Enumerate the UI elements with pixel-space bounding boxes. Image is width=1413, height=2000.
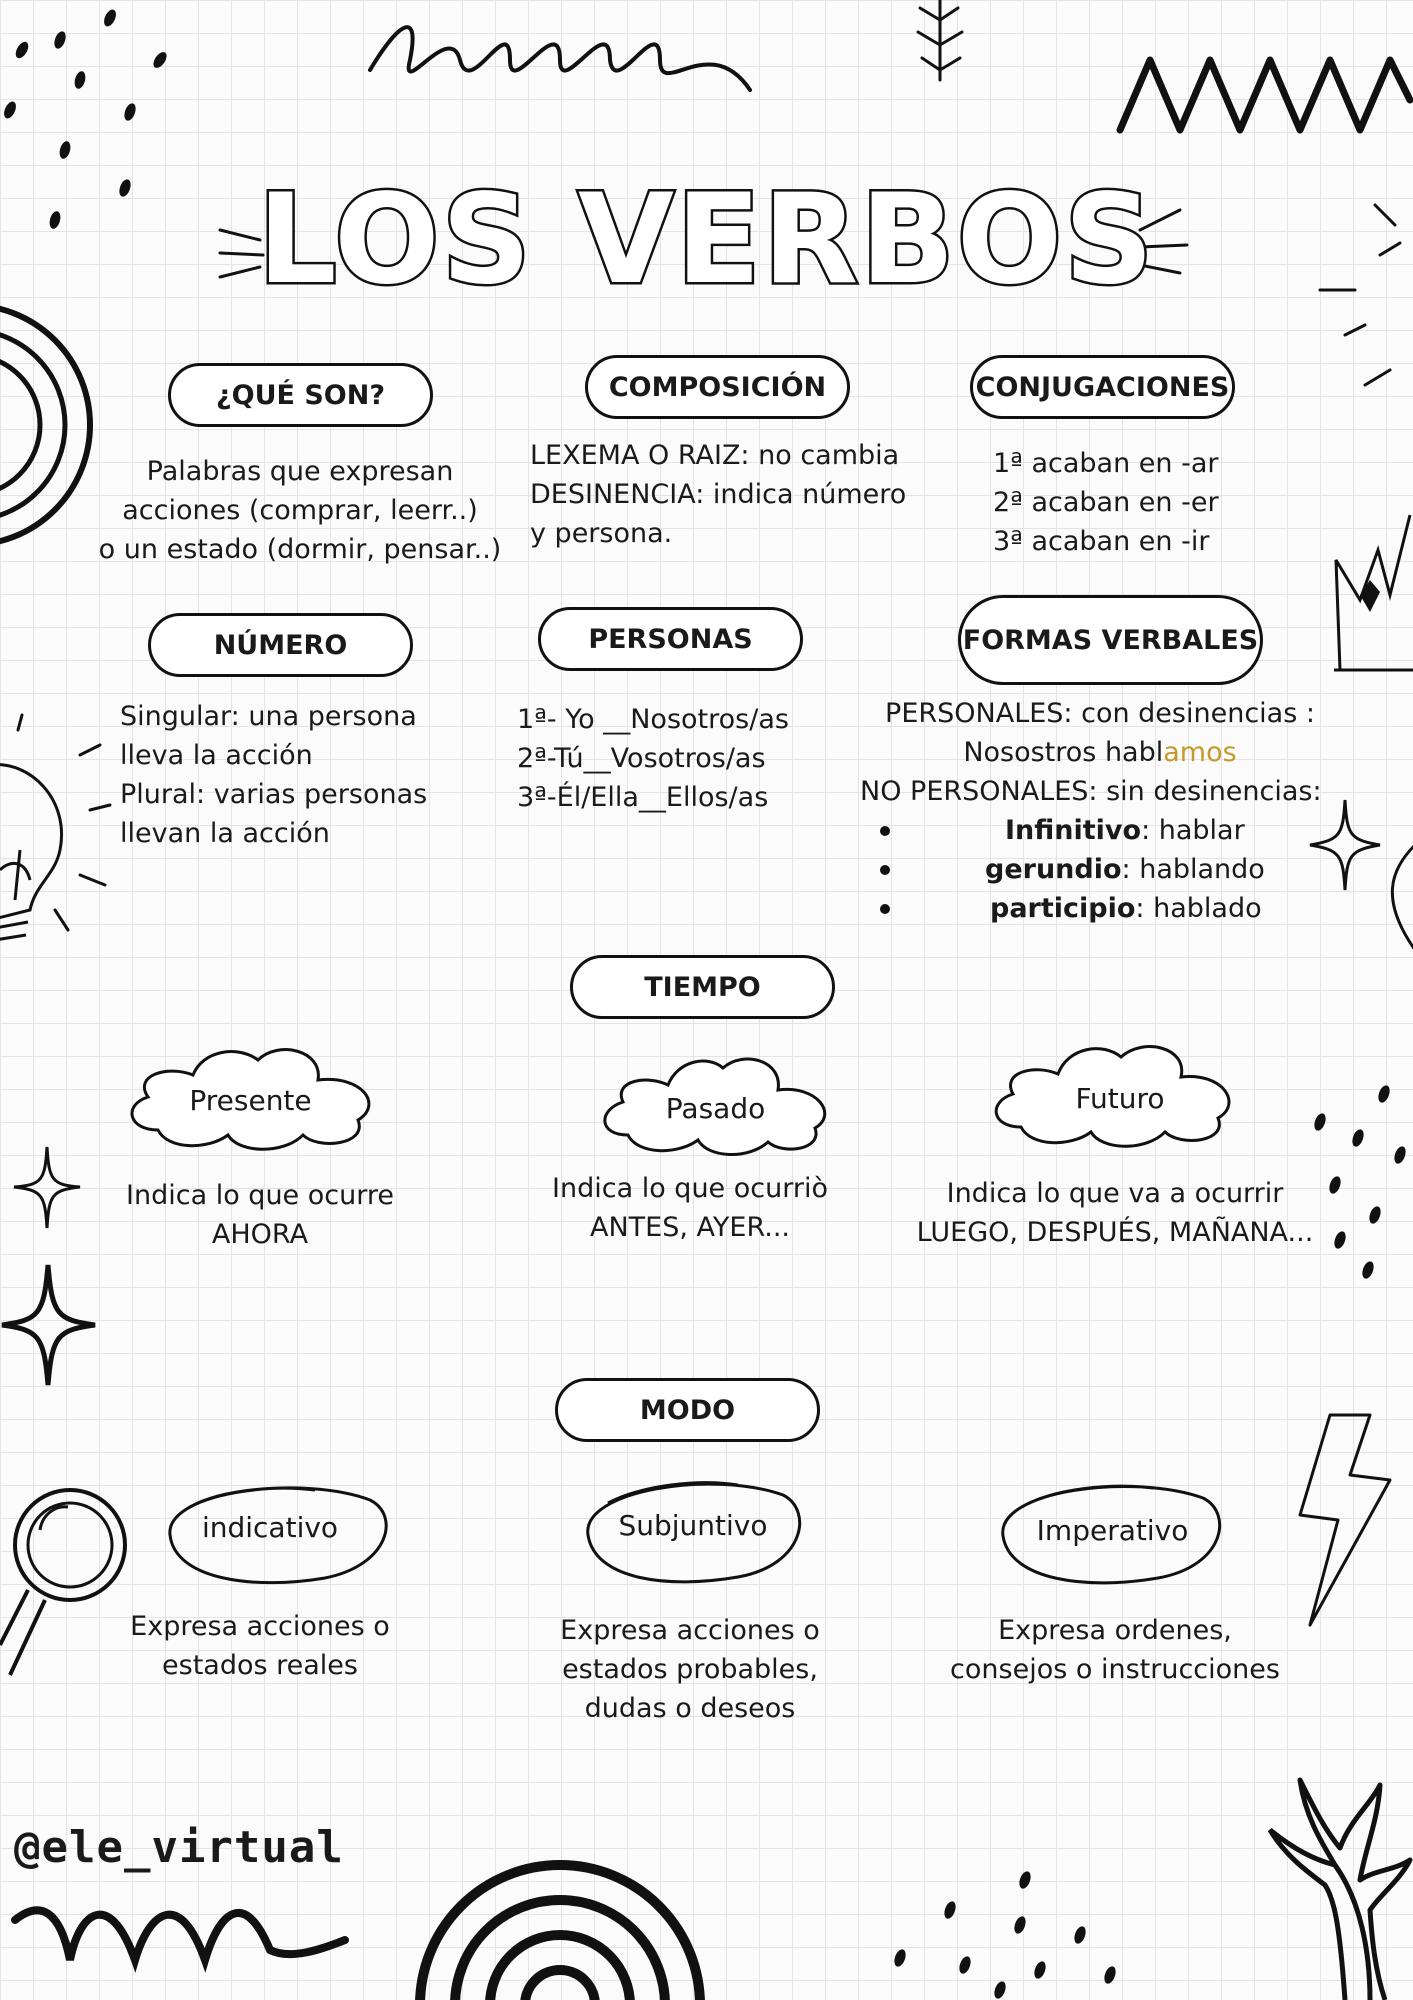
tiempo-pasado-desc bbox=[510, 1169, 870, 1247]
tiempo-futuro-desc bbox=[905, 1174, 1325, 1252]
example-stem: Nosostros habl bbox=[963, 737, 1164, 768]
text-line: ANTES, AYER... bbox=[590, 1212, 790, 1243]
text-line: Expresa ordenes, bbox=[998, 1615, 1232, 1646]
text-line: y persona. bbox=[530, 518, 673, 549]
heading-formas-verbales bbox=[958, 595, 1263, 685]
sparkle-star-small-left bbox=[12, 1145, 82, 1230]
text-line: AHORA bbox=[211, 1219, 309, 1250]
text-line: 2ª-Tú__Vosotros/as bbox=[517, 743, 766, 774]
list-item bbox=[985, 811, 1340, 850]
text-line: LEXEMA O RAIZ: no cambia bbox=[530, 440, 900, 471]
numero-text bbox=[120, 697, 500, 853]
text-line: 1ª- Yo __Nosotros/as bbox=[517, 704, 789, 735]
scribble-dots-bottom bbox=[870, 1870, 1130, 2000]
branch-plant-icon bbox=[1260, 1770, 1413, 2000]
heading-personas-label: PERSONAS bbox=[588, 623, 753, 655]
loop-scribble bbox=[360, 0, 760, 110]
heading-que-son bbox=[168, 363, 433, 427]
crown-icon bbox=[1330, 500, 1413, 680]
modo-indicativo-label: indicativo bbox=[201, 1510, 339, 1544]
no-personales-line: NO PERSONALES: sin desinencias: bbox=[860, 776, 1322, 807]
wave-scribble-bottom bbox=[10, 1880, 350, 1970]
text-line: 1ª acaban en -ar bbox=[993, 448, 1219, 479]
text-line: 2ª acaban en -er bbox=[993, 487, 1219, 518]
tiempo-presente-label: Presente bbox=[189, 1083, 312, 1117]
text-line: dudas o deseos bbox=[584, 1693, 796, 1724]
heading-que-son-label: ¿QUÉ SON? bbox=[215, 379, 386, 411]
leaf-sprig-top bbox=[900, 0, 980, 90]
heading-numero bbox=[148, 613, 413, 677]
list-item-rest: : hablar bbox=[1141, 815, 1245, 846]
heading-tiempo-label: TIEMPO bbox=[644, 971, 761, 1003]
personas-text bbox=[517, 700, 857, 817]
sparkle-star-large-left bbox=[0, 1260, 100, 1390]
modo-indicativo-desc bbox=[80, 1607, 440, 1685]
heading-composicion-label: COMPOSICIÓN bbox=[608, 371, 827, 403]
text-line: Expresa acciones o bbox=[130, 1611, 390, 1642]
heading-formas-verbales-label: FORMAS VERBALES bbox=[962, 624, 1259, 656]
page-title: LOS VERBOS bbox=[257, 168, 1156, 312]
composicion-text bbox=[530, 436, 950, 553]
text-line: DESINENCIA: indica número bbox=[530, 479, 907, 510]
modo-subjuntivo-desc bbox=[510, 1611, 870, 1728]
zigzag-top-right bbox=[1110, 40, 1410, 140]
lightbulb-icon bbox=[0, 700, 110, 960]
heading-conjugaciones-label: CONJUGACIONES bbox=[975, 371, 1230, 403]
list-item-term: gerundio bbox=[985, 854, 1122, 885]
text-line: Indica lo que ocurriò bbox=[552, 1173, 828, 1204]
list-item-rest: : hablado bbox=[1135, 893, 1262, 924]
text-line: o un estado (dormir, pensar..) bbox=[98, 534, 502, 565]
social-handle: @ele_virtual bbox=[14, 1822, 344, 1873]
modo-imperativo-label: Imperativo bbox=[1036, 1513, 1189, 1547]
heading-tiempo bbox=[570, 955, 835, 1019]
modo-subjuntivo-label: Subjuntivo bbox=[618, 1508, 768, 1542]
text-line: acciones (comprar, leerr..) bbox=[122, 495, 478, 526]
formas-verbales-text bbox=[860, 694, 1340, 928]
lightning-bolt-icon bbox=[1290, 1410, 1400, 1630]
heading-numero-label: NÚMERO bbox=[213, 629, 348, 661]
text-line: Indica lo que ocurre bbox=[126, 1180, 394, 1211]
text-line: estados probables, bbox=[562, 1654, 818, 1685]
rainbow-arcs-bottom bbox=[400, 1770, 720, 2000]
modo-imperativo-desc bbox=[905, 1611, 1325, 1689]
heading-modo bbox=[555, 1378, 820, 1442]
que-son-text bbox=[60, 452, 540, 569]
heading-conjugaciones bbox=[970, 355, 1235, 419]
list-item bbox=[985, 889, 1340, 928]
heading-personas bbox=[538, 607, 803, 671]
list-item-term: Infinitivo bbox=[1005, 815, 1142, 846]
example-ending: amos bbox=[1163, 737, 1237, 768]
personales-line: PERSONALES: con desinencias : bbox=[885, 698, 1315, 729]
text-line: lleva la acción bbox=[120, 740, 313, 771]
example-line bbox=[860, 733, 1340, 772]
text-line: 3ª-Él/Ella__Ellos/as bbox=[517, 782, 769, 813]
conjugaciones-text bbox=[993, 444, 1293, 561]
formas-no-personales-list bbox=[860, 811, 1340, 928]
text-line: Expresa acciones o bbox=[560, 1615, 820, 1646]
text-line: Palabras que expresan bbox=[146, 456, 454, 487]
heading-composicion bbox=[585, 355, 850, 419]
text-line: Plural: varias personas bbox=[120, 779, 428, 810]
list-item bbox=[985, 850, 1340, 889]
tiempo-presente-desc bbox=[80, 1176, 440, 1254]
text-line: consejos o instrucciones bbox=[950, 1654, 1280, 1685]
text-line: estados reales bbox=[162, 1650, 358, 1681]
tiempo-futuro-label: Futuro bbox=[1075, 1081, 1165, 1115]
text-line: 3ª acaban en -ir bbox=[993, 526, 1210, 557]
tiempo-pasado-label: Pasado bbox=[665, 1091, 766, 1125]
heading-modo-label: MODO bbox=[639, 1394, 736, 1426]
text-line: LUEGO, DESPUÉS, MAÑANA... bbox=[916, 1217, 1314, 1248]
text-line: llevan la acción bbox=[120, 818, 330, 849]
leaf-edge-right bbox=[1375, 840, 1413, 960]
text-line: Indica lo que va a ocurrir bbox=[946, 1178, 1284, 1209]
list-item-term: participio bbox=[990, 893, 1136, 924]
text-line: Singular: una persona bbox=[120, 701, 417, 732]
list-item-rest: : hablando bbox=[1121, 854, 1265, 885]
